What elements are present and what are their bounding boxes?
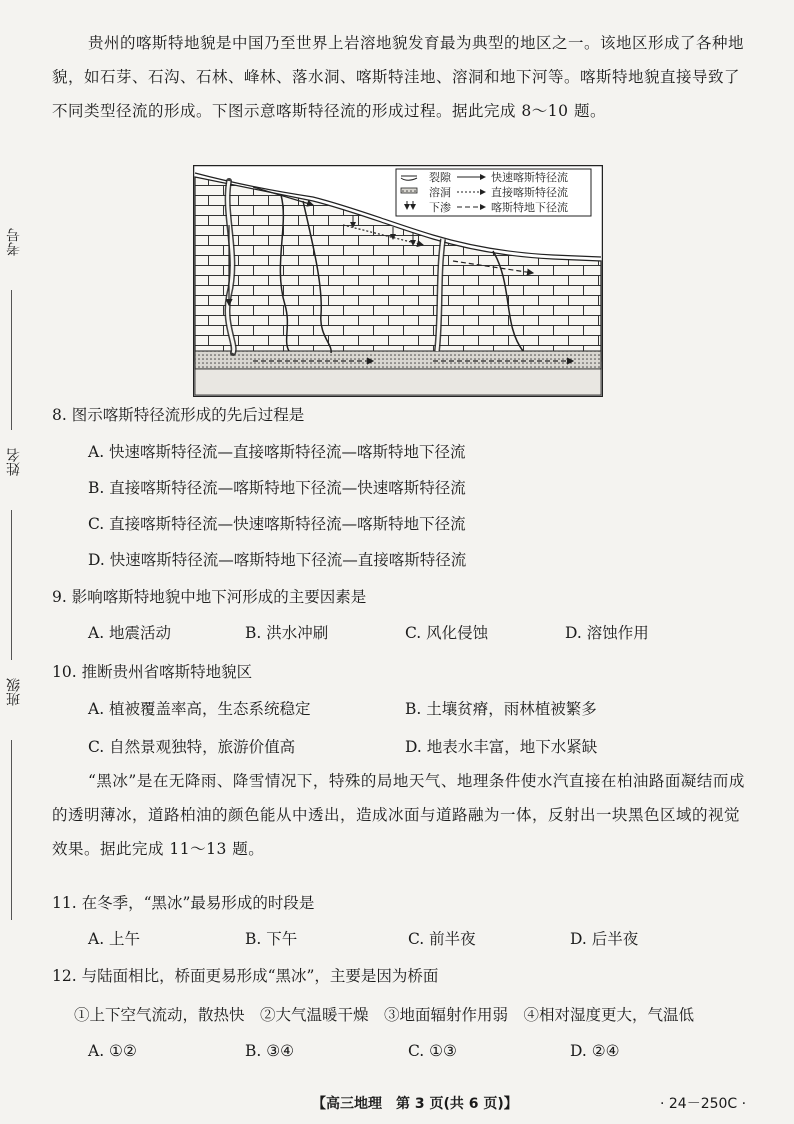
q8-option-c: C. 直接喀斯特径流—快速喀斯特径流—喀斯特地下径流 (88, 515, 466, 533)
q9-option-c: C. 风化侵蚀 (405, 624, 489, 642)
q9-option-d: D. 溶蚀作用 (565, 624, 649, 642)
q11-option-a: A. 上午 (88, 930, 141, 948)
q9-option-b: B. 洪水冲刷 (245, 624, 329, 642)
legend-meaning-underground: 喀斯特地下径流 (491, 201, 568, 214)
q11-stem: 11. 在冬季，“黑冰”最易形成的时段是 (52, 894, 315, 912)
name-label: 姓名 (6, 448, 22, 476)
intro-paragraph-1: 贵州的喀斯特地貌是中国乃至世界上岩溶地貌发育最为典型的地区之一。该地区形成了各种地貌，如石芽、石沟、石林、峰林、落水洞、喀斯特洼地、溶洞和地下河等。喀斯特地貌直接导致了不同类型径流的形成。下图示意喀斯特径流的形成过程。据此完成 8～10 题。 (52, 34, 745, 120)
binding-line (11, 740, 12, 920)
q12-option-a: A. ①② (88, 1042, 137, 1060)
q11-option-d: D. 后半夜 (570, 930, 639, 948)
q8-option-d: D. 快速喀斯特径流—喀斯特地下径流—直接喀斯特径流 (88, 551, 467, 569)
karst-runoff-diagram (193, 165, 603, 397)
q12-option-d: D. ②④ (570, 1042, 620, 1060)
q10-option-d: D. 地表水丰富，地下水紧缺 (405, 738, 598, 756)
exam-number-label: 考号 (6, 228, 22, 256)
q12-option-b: B. ③④ (245, 1042, 295, 1060)
q9-stem: 9. 影响喀斯特地貌中地下河形成的主要因素是 (52, 588, 367, 606)
q10-option-b: B. 土壤贫瘠，雨林植被繁多 (405, 700, 597, 718)
q11-option-c: C. 前半夜 (408, 930, 476, 948)
q12-stem: 12. 与陆面相比，桥面更易形成“黑冰”，主要是因为桥面 (52, 967, 439, 985)
q8-option-a: A. 快速喀斯特径流—直接喀斯特径流—喀斯特地下径流 (88, 443, 466, 461)
q8-stem: 8. 图示喀斯特径流形成的先后过程是 (52, 406, 305, 424)
q10-option-c: C. 自然景观独特，旅游价值高 (88, 738, 296, 756)
binding-line (11, 290, 12, 430)
legend-symbol-cave: 溶洞 (429, 186, 451, 199)
legend-symbol-infiltration: 下渗 (429, 201, 451, 214)
binding-line (11, 510, 12, 660)
legend-meaning-direct: 直接喀斯特径流 (491, 186, 568, 199)
paper-code: · 24－250C · (660, 1096, 747, 1112)
q11-option-b: B. 下午 (245, 930, 298, 948)
q12-statements: ①上下空气流动，散热快 ②大气温暖干燥 ③地面辐射作用弱 ④相对湿度更大，气温低 (74, 1006, 695, 1024)
q12-option-c: C. ①③ (408, 1042, 457, 1060)
legend-meaning-fast: 快速喀斯特径流 (491, 171, 568, 184)
legend-symbol-fissure: 裂隙 (429, 171, 451, 184)
q8-option-b: B. 直接喀斯特径流—喀斯特地下径流—快速喀斯特径流 (88, 479, 466, 497)
class-label: 班级 (6, 678, 22, 706)
q10-stem: 10. 推断贵州省喀斯特地貌区 (52, 663, 253, 681)
underground-river (195, 351, 601, 369)
intro-paragraph-2: “黑冰”是在无降雨、降雪情况下，特殊的局地天气、地理条件使水汽直接在柏油路面凝结而成的透明薄冰，道路柏油的颜色能从中透出，造成冰面与道路融为一体，反射出一块黑色区域的视觉效果。据此完成 11～13 题。 (52, 772, 745, 858)
q9-option-a: A. 地震活动 (88, 624, 172, 642)
q10-option-a: A. 植被覆盖率高，生态系统稳定 (88, 700, 311, 718)
page-footer: 【高三地理 第 3 页(共 6 页)】 (312, 1096, 518, 1112)
